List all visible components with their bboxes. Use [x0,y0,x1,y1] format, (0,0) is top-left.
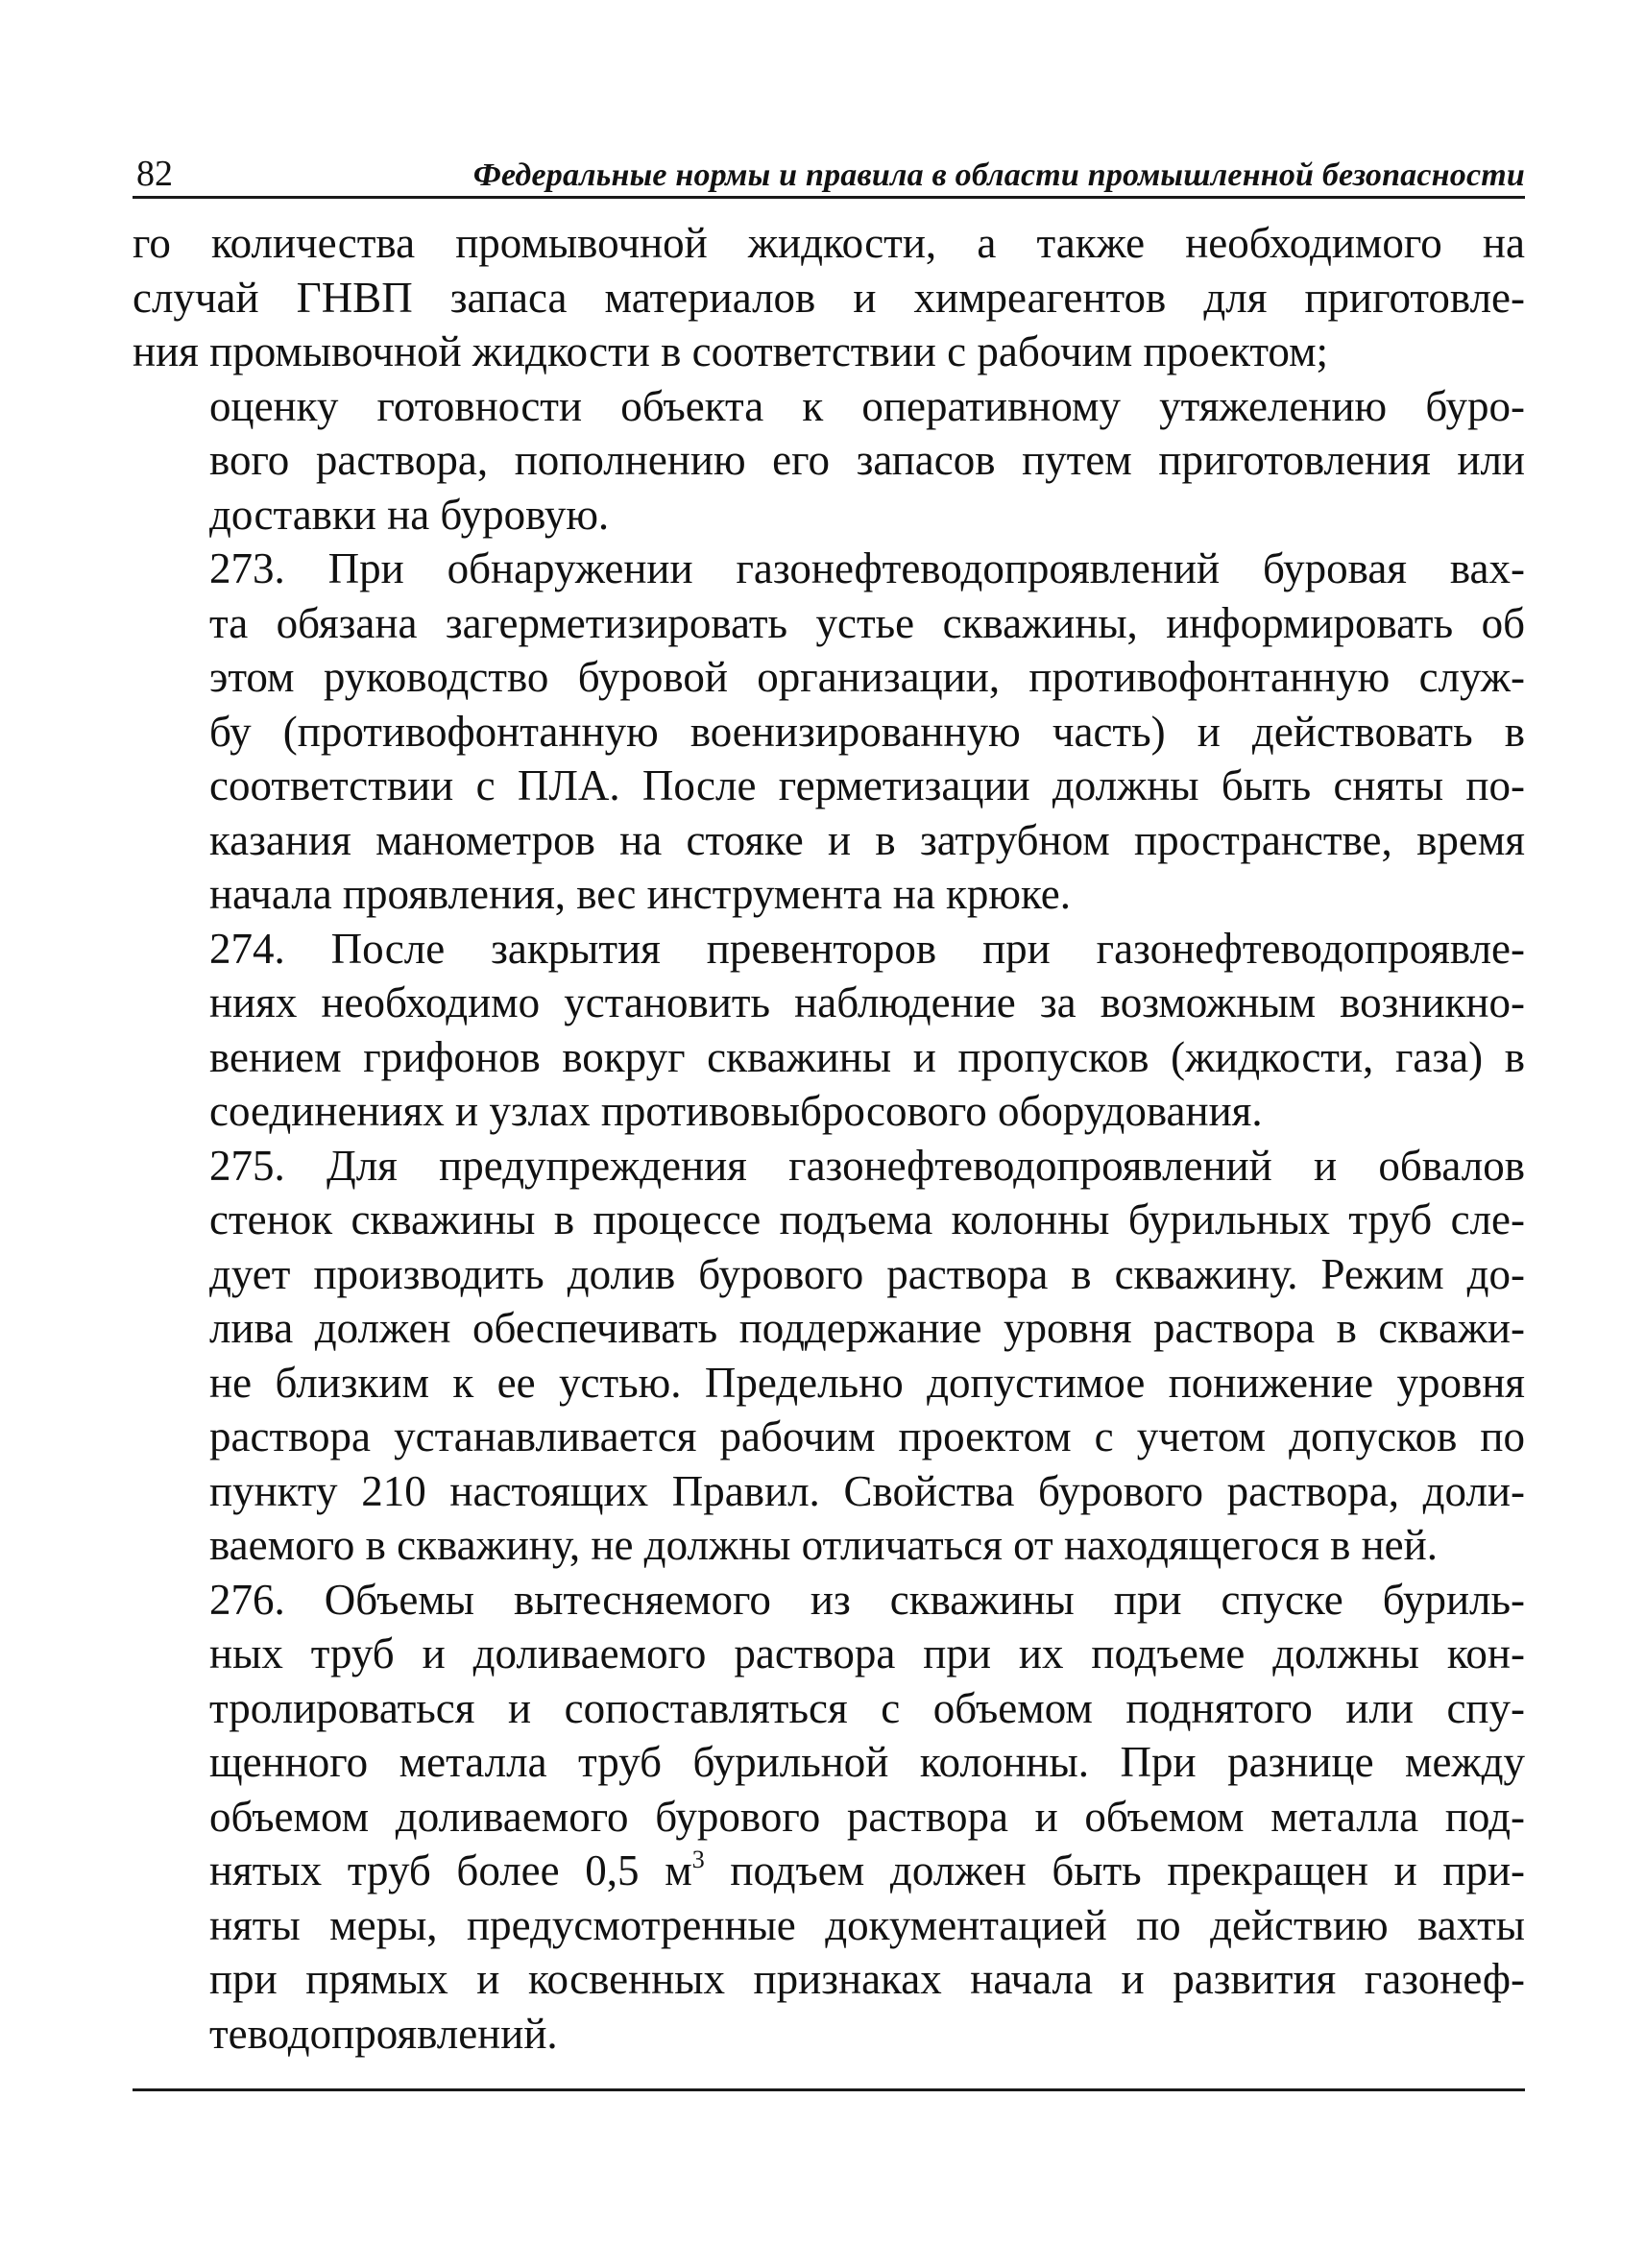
page-header [133,144,1525,199]
text-line: вого раствора, пополнению его запасов путем приготовления или [209,436,1525,484]
paragraph-275 [133,1139,1525,1573]
text-line: 274. После закрытия превенторов при газонефтеводопроявле- [209,924,1525,973]
text-line: не близким к ее устью. Предельно допустимое понижение уровня [209,1358,1525,1407]
text-line: 275. Для предупреждения газонефтеводопроявлений и обвалов [209,1141,1525,1190]
running-title: Федеральные нормы и правила в области промышленной безопасности [472,157,1525,193]
text-line: при прямых и косвенных признаках начала и развития газонеф- [209,1955,1525,2003]
text-line: лива должен обеспечивать поддержание уровня раствора в скважи- [209,1304,1525,1352]
text-line: ных труб и доливаемого раствора при их подъеме должны кон- [209,1629,1525,1677]
page-number: 82 [136,154,173,194]
text-line: казания манометров на стояке и в затрубном пространстве, время [209,815,1525,864]
text-line: вением грифонов вокруг скважины и пропусков (жидкости, газа) в [209,1032,1525,1081]
text-line: бу (противофонтанную военизированную часть) и действовать в [209,707,1525,756]
paragraph-274 [133,922,1525,1139]
paragraph-276 [133,1573,1525,2062]
text-line: тролироваться и сопоставляться с объемом поднятого или спу- [209,1683,1525,1732]
text-line: щенного металла труб бурильной колонны. При разнице между [209,1738,1525,1786]
paragraph-readiness [133,379,1525,543]
text-line: ния промывочной жидкости в соответствии с рабочим проектом; [133,327,1329,375]
text-line: раствора устанавливается рабочим проектом с учетом допусков по [209,1412,1525,1460]
text-line: няты меры, предусмотренные документацией по действию вахты [209,1900,1525,1949]
text-line: теводопроявлений. [209,2009,558,2058]
text-line: соединениях и узлах противовыбросового оборудования. [209,1087,1263,1135]
text-line: случай ГНВП запаса материалов и химреагентов для приготовле- [133,273,1525,322]
body-text [133,216,1525,2061]
text-line: этом руководство буровой организации, противофонтанную служ- [209,653,1525,701]
superscript-cubic: 3 [691,1846,705,1873]
footer-rule [133,2088,1525,2091]
text-line: начала проявления, вес инструмента на крюке. [209,870,1071,918]
text-line: оценку готовности объекта к оперативному утяжелению буро- [209,381,1525,430]
text-fragment: нятых труб более 0,5 м [209,1846,692,1894]
text-line: пункту 210 настоящих Правил. Свойства бурового раствора, доли- [209,1466,1525,1515]
document-page [133,144,1525,2061]
text-line: ваемого в скважину, не должны отличаться от находящегося в ней. [209,1521,1438,1569]
text-line: 273. При обнаружении газонефтеводопроявлений буровая вах- [209,544,1525,592]
text-line: ниях необходимо установить наблюдение за возможным возникно- [209,978,1525,1026]
text-line: стенок скважины в процессе подъема колонны бурильных труб сле- [209,1195,1525,1243]
text-line: соответствии с ПЛА. После герметизации должны быть сняты по- [209,761,1525,809]
paragraph-continuation [133,216,1525,379]
text-line: го количества промывочной жидкости, а также необходимого на [133,219,1525,267]
text-line: 276. Объемы вытесняемого из скважины при спуске буриль- [209,1575,1525,1624]
text-fragment: подъем должен быть прекращен и при- [730,1846,1526,1894]
text-line: доставки на буровую. [209,490,610,539]
paragraph-273 [133,542,1525,922]
text-line-with-superscript [133,1844,1525,1898]
text-line: объемом доливаемого бурового раствора и объемом металла под- [209,1792,1525,1841]
text-line: дует производить долив бурового раствора в скважину. Режим до- [209,1249,1525,1298]
text-line: та обязана загерметизировать устье скважины, информировать об [209,598,1525,647]
